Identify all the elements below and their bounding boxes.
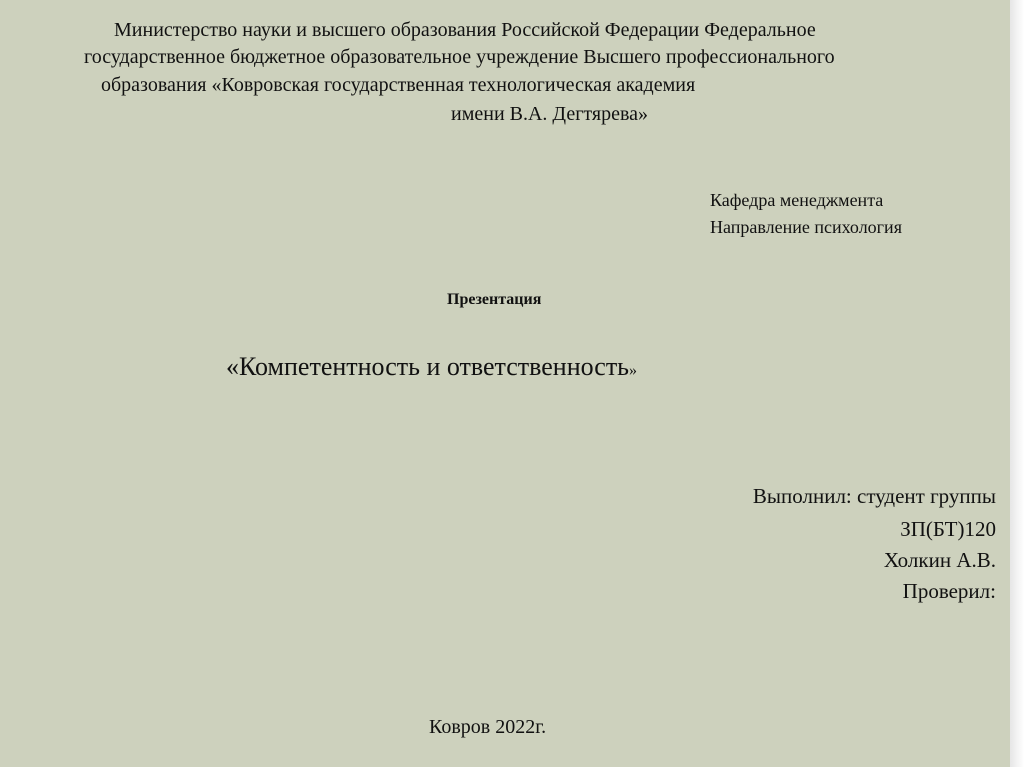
header-line-3: образования «Ковровская государственная технологическая академия [101, 74, 696, 96]
author-name: Холкин А.В. [883, 548, 996, 572]
department-direction: Направление психология [710, 217, 902, 237]
presentation-label: Презентация [447, 291, 542, 308]
header-line-2: государственное бюджетное образовательное учреждение Высшего профессионального [84, 46, 835, 68]
slide-edge-shadow [1010, 0, 1024, 767]
department-chair: Кафедра менеджмента [710, 190, 884, 210]
presentation-title-close-quote: » [629, 362, 638, 379]
header-line-4: имени В.А. Дегтярева» [451, 103, 649, 125]
presentation-title-text: «Компетентность и ответственность [226, 352, 630, 381]
header-line-1: Министерство науки и высшего образования Российской Федерации Федеральное [114, 19, 816, 41]
footer-city-year: Ковров 2022г. [429, 716, 547, 738]
presentation-title [226, 352, 637, 382]
author-checked-by: Проверил: [902, 579, 996, 603]
author-performed-by: Выполнил: студент группы [752, 484, 996, 508]
author-group: ЗП(БТ)120 [900, 517, 996, 541]
